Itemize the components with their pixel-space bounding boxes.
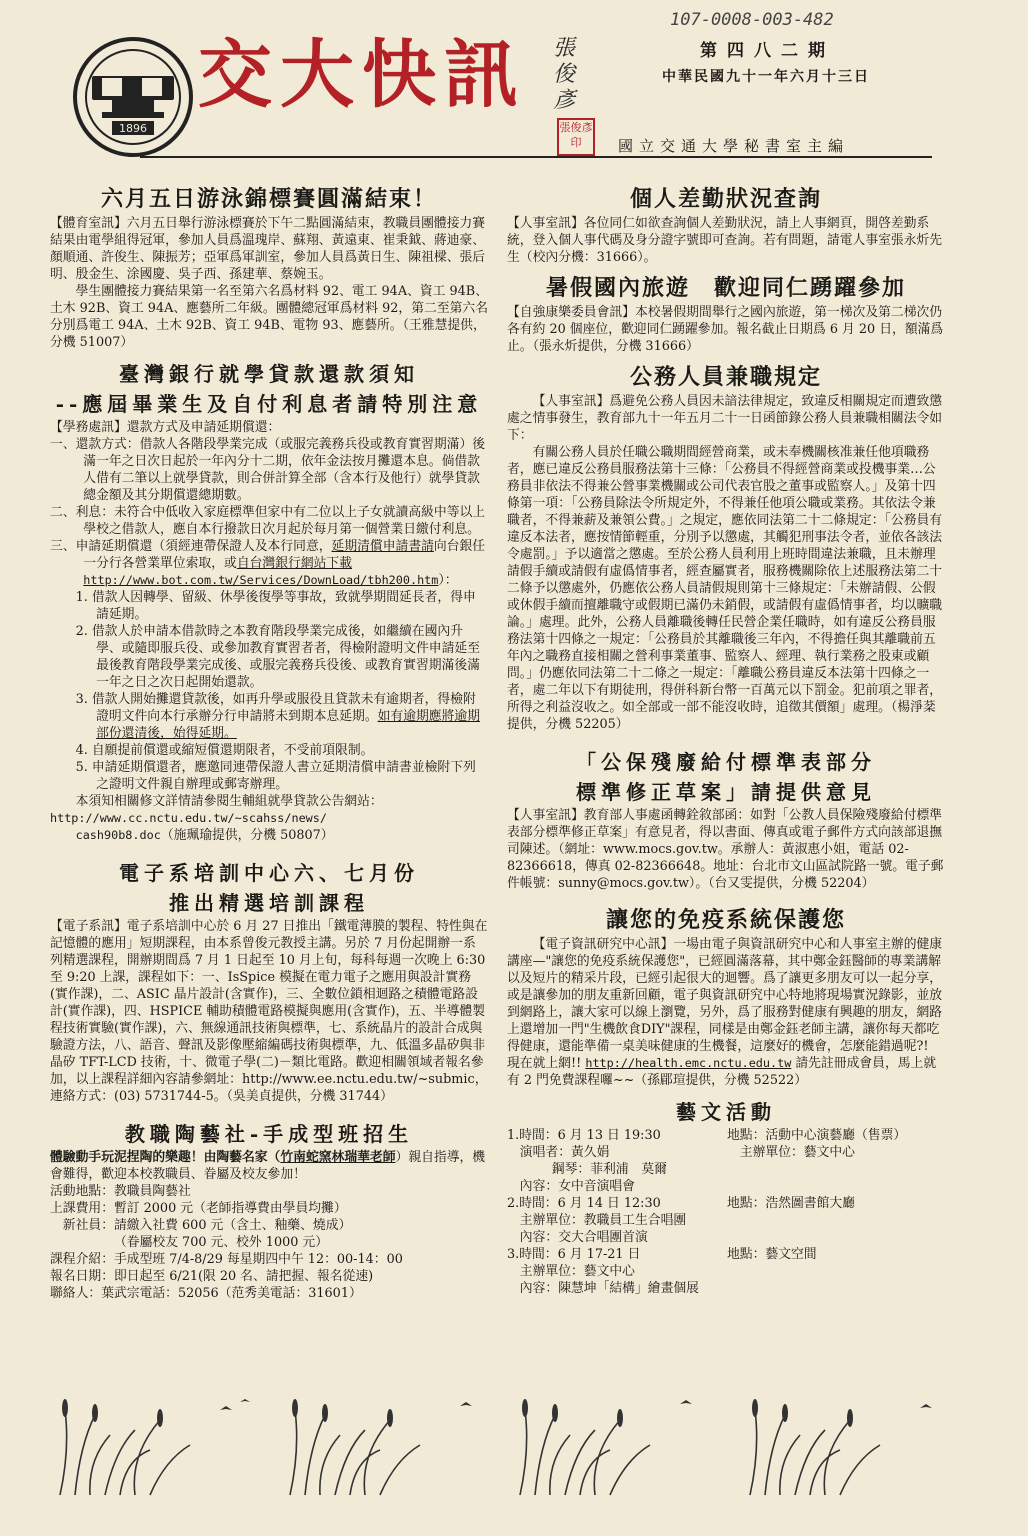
- arts-event-1-content: 內容：女中音演唱會: [519, 1179, 635, 1194]
- pottery-fee: 上課費用：暫訂 2000 元（老師指導費由學員均攤）: [50, 1201, 347, 1216]
- masthead: [0, 0, 1028, 175]
- arts-event-3-row-1: 3.時間：6 月 17-21 日 地點：藝文空間: [507, 1247, 817, 1262]
- issue-date: 中華民國九十一年六月十三日: [662, 69, 870, 85]
- article-title-arts: 藝文活動: [676, 1100, 776, 1124]
- article-title-pottery: 教職陶藝社-手成型班招生: [124, 1122, 414, 1146]
- left-column: [50, 185, 488, 1302]
- editor-line: 國立交通大學秘書室主編: [618, 137, 850, 155]
- immune-link-line: 現在就上網!! http://health.emc.nctu.edu.tw 請先註冊成會員，馬上就有 2 門免費課程囉~~（孫郿瑄提供，分機 52522）: [507, 1056, 937, 1088]
- bank-download-link[interactable]: http://www.bot.com.tw/Services/DownLoad/tbh200.htm: [83, 573, 439, 587]
- travel-para: 【自強康樂委員會訊】本校暑假期間舉行之國內旅遊，第一梯次及第二梯次仍各有約 20 個座位，歡迎同仁踴躍參加。報名截止日期爲 6 月 20 日，額滿爲止。（張永炘提供，分機 31666）: [507, 305, 944, 354]
- article-title-bank: 臺灣銀行就學貸款還款須知: [119, 362, 419, 386]
- article-subtitle-bank: --應屆畢業生及自付利息者請特別注意: [55, 392, 483, 416]
- civil-para-1: 【人事室訊】爲避免公務人員因未諳法律規定，致違反相關規定而遭致懲處之情事發生，教育部九十一年五月二十一日函節錄公務人員兼職相關法令如下：: [507, 394, 943, 443]
- bank-sub-4: 4. 自願提前償還或縮短償還期限者，不受前項限制。: [75, 743, 374, 758]
- immune-para: 【電子資訊研究中心訊】一場由電子與資訊研究中心和人事室主辦的健康講座—"讓您的免疫系統保護您"，已經圓滿落幕，其中鄭金鈺醫師的專業講解以及短片的精采片段，已經引起很大的迴響。爲了讓更多朋友可以一起分享，或是讓參加的朋友重新回顧，電子與資訊研究中心特地將現場實況錄影，並放到網路上，讓大家可以線上瀏覽，另外，爲了服務對健康有興趣的朋友，網路上還增加一門"生機飲食DIY"課程，同樣是由鄭金鈺老師主講，讓你每天都吃得健康，還能準備一桌美味健康的生機餐，這麼好的機會，怎麼能錯過呢?!: [507, 937, 943, 1054]
- arts-event-3-content: 內容：陳慧坤「結構」繪畫個展: [519, 1281, 699, 1296]
- pottery-signup: 報名日期：即日起至 6/21(限 20 名、請把握、報名從速): [50, 1269, 374, 1284]
- article-subtitle-insurance: 標準修正草案」請提供意見: [576, 780, 876, 804]
- article-subtitle-ee: 推出精選培訓課程: [169, 891, 369, 915]
- bank-item-3: 三、申請延期償還（須經連帶保證人及本行同意，延期清償申請書請向台銀任一分行各營業單位索取，或自台灣銀行網站下載 http://www.bot.com.tw/Services/DownLoad/tbh200.htm）：: [50, 539, 486, 588]
- arts-event-1-piano: 鋼琴：菲利浦 莫爾: [551, 1162, 667, 1177]
- bank-sub-3: 3. 借款人開始攤還貸款後，如再升學或服役且貸款未有逾期者，得檢附證明文件向本行承辦分行申請將未到期本息延期。如有逾期應將逾期部份還清後，始得延期。: [75, 692, 480, 741]
- article-title-ee: 電子系培訓中心六、七月份: [119, 861, 419, 885]
- pottery-member: 新社員：請繳入社費 600 元（含土、釉藥、燒成）: [62, 1218, 352, 1233]
- arts-event-1-row-1: 1.時間：6 月 13 日 19:30 地點：活動中心演藝廳（售票）: [507, 1128, 907, 1143]
- bank-sub-1: 1. 借款人因轉學、留級、休學後復學等事故，致就學期間延長者，得申請延期。: [75, 590, 476, 622]
- bank-intro: 【學務處訊】還款方式及申請延期償還：: [50, 420, 281, 435]
- swim-para-1: 【體育室訊】六月五日舉行游泳標賽於下午二點圓滿結束，教職員團體接力賽結果由電學組得冠軍，參加人員爲溫瑰岸、蘇翔、黃遠東、崔秉鉞、蔣迪豪、顏順通、許俊生、陳振芳；亞軍爲軍訓室，參加人員爲黃日生、陳祖樑、張后明、殷金生、涂國慶、吳子西、孫建華、蔡婉玉。: [50, 216, 486, 282]
- newsletter-title: 交大快訊: [198, 32, 526, 118]
- arts-event-2-host: 主辦單位：教職員工生合唱團: [519, 1213, 687, 1228]
- civil-para-2: 有關公務人員於任職公職期間經營商業，或未奉機關核准兼任他項職務者，應已違反公務員服務法第十三條：「公務員不得經營商業或投機事業…公務員非依法不得兼公營事業機關或公司代表官股之董事或監察人。」及第十四條第一項：「公務員除法令所規定外，不得兼任他項公職或業務。其依法令兼職者，不得兼薪及兼領公費。」之規定，應依同法第二十二條規定：「公務員有違反本法者，應按情節輕重，分別予以懲處，其觸犯刑事法令者，並依各該法令處罰。」予以適當之懲處。至於公務人員利用上班時間違法兼職，且未辦理請假手續或請假有虛僞情事者，經查屬實者，服務機關除依上述服務法第二十二條予以懲處外，仍應依公務人員請假規則第十三條規定：「未辦請假、公假或休假手續而擅離職守或假期已滿仍未銷假，或請假有虛僞情事者，均以曠職論。」處理。此外，公務人員離職後轉任民營企業任職時，如有違反公務員服務法第十四條之一規定：「公務員於其離職後三年內，不得擔任與其離職前五年內之職務直接相關之營利事業董事、監察人、經理、執行業務之股東或顧問。」仍應依同法第二十二條之一規定：「離職公務員違反本法第十四條之一者，處二年以下有期徒刑，得併科新台幣一百萬元以下罰金。犯前項之罪者，所得之利益沒收之。如全部或一部不能沒收時，追徵其價額」處理。（楊淨棻提供，分機 52205）: [507, 445, 943, 732]
- pottery-contact: 聯絡人：葉武宗電話：52056（范秀美電話：31601）: [50, 1286, 362, 1301]
- university-logo: [72, 36, 194, 158]
- bank-item-1: 一、還款方式：借款人各階段學業完成（或服完義務兵役或教育實習期滿）後滿一年之日次日起於一年內分十二期，依年金法按月攤還本息。倘借款人借有二筆以上就學貸款，則合併計算全部（含本行及他行）就學貸款總金額及其分期償還總期數。: [50, 437, 486, 503]
- arts-event-1-row-2: 演唱者：黃久娟 主辦單位：藝文中心: [519, 1145, 855, 1160]
- arts-event-2-row-1: 2.時間：6 月 14 日 12:30 地點：浩然圖書館大廳: [507, 1196, 855, 1211]
- article-title-swim: 六月五日游泳錦標賽圓滿結束！: [100, 187, 437, 212]
- svg-text:1896: 1896: [119, 122, 147, 135]
- right-column: [507, 185, 945, 1297]
- pottery-intro: 體驗動手玩泥捏陶的樂趣！由陶藝名家（竹南蛇窯林瑞華老師）親自指導，機會難得，歡迎本校教職員、眷屬及校友參加！: [50, 1150, 486, 1182]
- red-seal: 張俊彥印: [557, 118, 595, 156]
- article-title-travel: 暑假國內旅遊 歡迎同仁踴躍參加: [545, 276, 906, 301]
- header-divider: [140, 156, 932, 158]
- handwritten-archive-number: 107-0008-003-482: [670, 10, 834, 30]
- article-title-insurance: 「公保殘廢給付標準表部分: [576, 750, 876, 774]
- health-link[interactable]: http://health.emc.nctu.edu.tw: [585, 1056, 792, 1070]
- issue-number: 第四八二期: [700, 41, 835, 61]
- decorative-grass-border: [40, 1390, 980, 1500]
- bank-sub-5: 5. 申請延期償還者，應邀同連帶保證人書立延期清償申請書並檢附下列之證明文件親自辦理或郵寄辦理。: [75, 760, 476, 792]
- pottery-member-2: （眷屬校友 700 元、校外 1000 元）: [114, 1235, 329, 1250]
- article-title-attendance: 個人差勤狀況查詢: [629, 187, 822, 212]
- pottery-place: 活動地點：教職員陶藝社: [50, 1184, 191, 1199]
- bank-sub-2: 2. 借款人於申請本借款時之本教育階段學業完成後，如繼續在國內升學、或隨即服兵役、或參加教育實習者者，得檢附證明文件申請延至最後教育階段學業完成後、或服完義務兵役後、或教育實習期滿後滿一年之日之次日起開始還款。: [75, 624, 480, 690]
- arts-event-3-host: 主辦單位：藝文中心: [519, 1264, 635, 1279]
- president-calligraphy: 張俊彥: [553, 36, 576, 113]
- bank-note-link[interactable]: http://www.cc.nctu.edu.tw/~scahss/news/ cash90b8.doc（施珮瑜提供，分機 50807）: [50, 811, 334, 843]
- insurance-para: 【人事室訊】教育部人事處函轉銓敘部函：如對「公教人員保險殘廢給付標準表部分標準修正草案」有意見者，得以書面、傳真或電子郵件方式向該部退撫司陳述。（網址：www.mocs.gov.tw。承辦人：黃淑惠小姐，電話 02-82366618，傳真 02-82366648。地址：台北市文山區試院路一號。電子郵件帳號：sunny@mocs.gov.tw）。（台又雯提供，分機 52204）: [507, 808, 944, 891]
- bank-note: 本須知相關修文詳情請參閱生輔組就學貸款公告網站：: [75, 794, 383, 809]
- pottery-course: 課程介紹：手成型班 7/4-8/29 每星期四中午 12：00-14：00: [50, 1252, 403, 1267]
- article-title-civil: 公務人員兼職規定: [629, 365, 822, 390]
- article-title-immune: 讓您的免疫系統保護您: [605, 908, 846, 933]
- ee-para-1: 【電子系訊】電子系培訓中心於 6 月 27 日推出「鐵電薄膜的製程、特性與在記憶體的應用」短期課程，由本系曾俊元教授主講。另於 7 月份起開辦一系列精選課程，開辦期間爲 7 月 1 日起至 10 月上旬，每科每週一次晚上 6:30 至 9:20 上課，課程如下：一、IsSpice 模擬在電力電子之應用與設計實務(實作課)，二、ASIC 晶片設計(含實作)，三、全數位鎖相迴路之積體電路設計(實作課)，四、HSPICE 輔助積體電路模擬與應用(含實作)，五、半導體製程技術實驗(實作課)，六、無線通訊技術與標準，七、系統晶片的設計合成與驗證方法，八、語音、聲訊及影像壓縮編碼技術與標準，九、低溫多晶矽與非晶矽 TFT-LCD 技術，十、微電子學(二)－類比電路。歡迎相關領域者報名參加，以上課程詳細內容請參網址：http://www.ee.nctu.edu.tw/~submic，連絡方式：(03) 5731744-5。（吳美貞提供，分機 31744）: [50, 919, 488, 1104]
- arts-event-2-content: 內容：交大合唱團首演: [519, 1230, 648, 1245]
- bank-item-2: 二、利息：未符合中低收入家庭標準但家中有二位以上子女就讀高級中等以上學校之借款人，應自本行撥款日次月起於每月第一個營業日繳付利息。: [50, 505, 486, 537]
- attendance-para: 【人事室訊】各位同仁如欲查詢個人差勤狀況，請上人事網頁，開啓差勤系統，登入個人事代碼及身分證字號即可查詢。若有問題，請電人事室張永炘先生（校內分機：31666）。: [507, 216, 943, 265]
- swim-para-2: 學生團體接力賽結果第一名至第六名爲材料 92、電工 94A、資工 94B、土木 92B、資工 94A、應藝所二年級。團體總冠軍爲材料 92，第二至第六名分別爲電工 94A、土木 92B、資工 94B、電物 93、應藝所。（王雅慧提供，分機 51007）: [50, 284, 489, 350]
